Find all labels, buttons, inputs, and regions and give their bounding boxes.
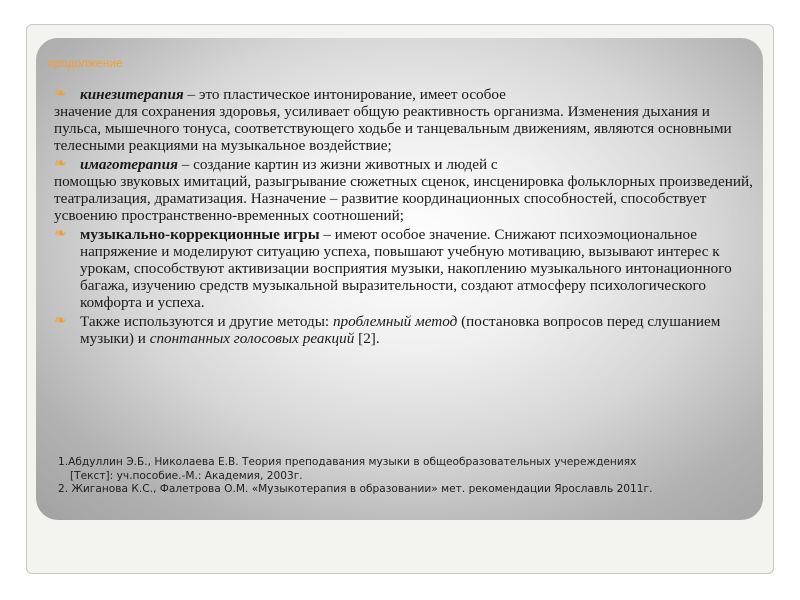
slide-content xyxy=(54,86,754,349)
references xyxy=(58,456,748,497)
paragraph-text: – это пластическое интонирование, имеет особое xyxy=(183,86,506,103)
reference-2: 2. Жиганова К.С., Фалетрова О.М. «Музыкотерапия в образовании» мет. рекомендации Ярославль 2011г. xyxy=(58,483,653,495)
paragraph-text: помощью звуковых имитаций, разыгрывание сюжетных сценок, инсценировка фольклорных произведений, театрализация, драматизация. Назначение – развитие координационных способностей, способствует усвоению пространственно-временных соотношений; xyxy=(54,173,753,224)
paragraph-text: (постановка вопросов перед слушанием музыки) и xyxy=(80,313,721,347)
reference-1: 1.Абдуллин Э.Б., Николаева Е.В. Теория преподавания музыки в общеобразовательных учереждениях xyxy=(58,456,637,468)
paragraph-text: [2]. xyxy=(354,330,380,347)
term-spontaneous-reactions: спонтанных голосовых реакций xyxy=(149,330,355,347)
leaf-bullet-icon: ❧ xyxy=(54,156,67,172)
slide-title: продолжение xyxy=(48,56,123,70)
paragraph-imagotherapy xyxy=(54,156,754,224)
leaf-bullet-icon: ❧ xyxy=(54,226,67,242)
paragraph-text: – имеют особое значение. Снижают психоэмоциональное напряжение и моделируют ситуацию успеха, повышают учебную мотивацию, вызывают интерес к урокам, способствуют активизации восприятия музыки, накоплению музыкального интонационного багажа, изучению средств музыкальной выразительности, создают атмосферу психологического комфорта и успеха. xyxy=(80,226,732,311)
paragraph-kinesitherapy xyxy=(54,86,754,154)
paragraph-text: – создание картин из жизни животных и людей с xyxy=(177,156,498,173)
term-music-games: музыкально-коррекционные игры xyxy=(80,226,320,243)
slide xyxy=(36,38,763,520)
leaf-bullet-icon: ❧ xyxy=(54,313,67,329)
paragraph-music-games xyxy=(54,226,754,311)
paragraph-other-methods xyxy=(54,313,754,347)
term-imagotherapy: имаготерапия xyxy=(80,156,178,173)
term-problem-method: проблемный метод xyxy=(332,313,458,330)
paragraph-text: значение для сохранения здоровья, усиливает общую реактивность организма. Изменения дыхания и пульса, мышечного тонуса, соответствующего ходьбе и танцевальным движениям, являются основными телесными реакциями на музыкальное воздействие; xyxy=(54,103,732,154)
reference-1-continued: [Текст]: уч.пособие.-М.: Академия, 2003г. xyxy=(70,469,303,482)
paragraph-text: Также используются и другие методы: xyxy=(80,313,333,330)
term-kinesitherapy: кинезитерапия xyxy=(80,86,184,103)
leaf-bullet-icon: ❧ xyxy=(54,86,67,102)
